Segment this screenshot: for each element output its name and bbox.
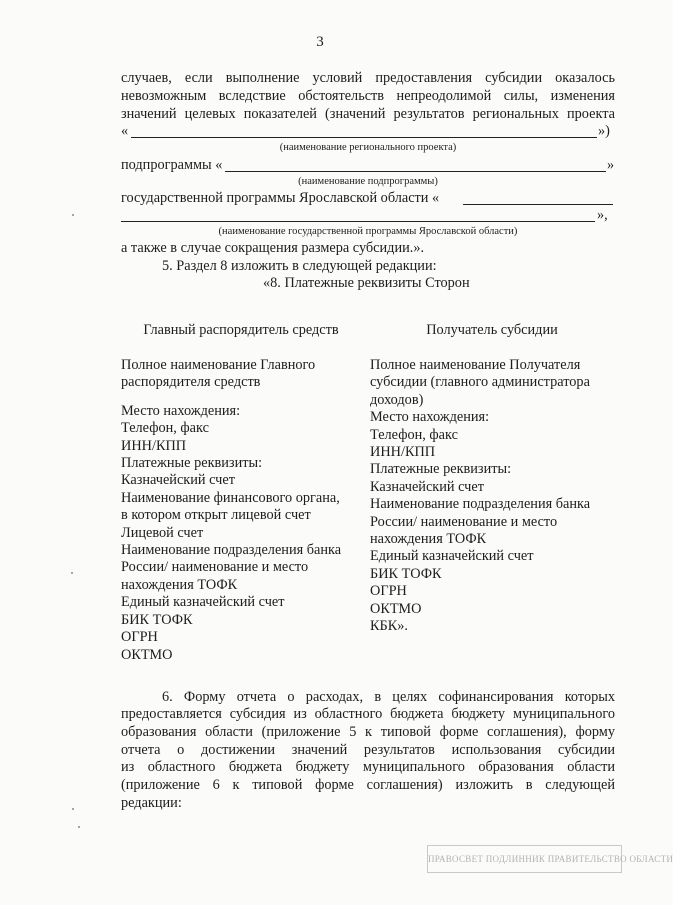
item5-text: 5. Раздел 8 изложить в следующей редакции: [162,258,437,274]
right-column-heading: Получатель субсидии [426,322,558,338]
intro-line-1: случаев, если выполнение условий предоставления субсидии оказалось [121,70,615,86]
left-line: Казначейский счет [121,472,235,489]
section-title: «8. Платежные реквизиты Сторон [263,275,470,291]
left-line: Лицевой счет [121,524,204,541]
close-quote-paren: ») [598,123,610,139]
left-column [121,357,341,664]
item6-line-4: отчета о достижении значений результатов использования субсидии [121,742,615,758]
left-line: ИНН/КПП [121,437,187,454]
scan-speck [72,808,74,810]
left-line: БИК ТОФК [121,611,193,628]
item6-line-1: 6. Форму отчета о расходах, в целях софинансирования которых [162,689,615,705]
right-line: КБК». [370,618,409,635]
left-line: Место нахождения: [121,402,241,419]
state-program-blank-1 [463,204,613,205]
right-line: БИК ТОФК [370,565,442,582]
left-line: в котором открыт лицевой счет [121,507,311,524]
subprogram-label: подпрограммы « [121,157,223,173]
left-line: Телефон, факс [121,420,209,437]
subprogram-blank [225,171,606,172]
open-quote: « [121,123,129,139]
intro-final-line: а также в случае сокращения размера субсидии.». [121,240,425,256]
right-line: Место нахождения: [370,409,490,426]
left-line: нахождения ТОФК [121,576,238,593]
scan-speck [78,826,80,828]
left-line: России/ наименование и место [121,559,309,576]
intro-line-3: значений целевых показателей (значений результатов региональных проекта [121,106,615,122]
scan-speck [72,214,74,216]
right-line: Единый казначейский счет [370,548,534,565]
item6-line-6: (приложение 6 к типовой форме соглашения) изложить в следующей [121,777,615,793]
left-line: Наименование финансового органа, [121,489,340,506]
right-line: ОКТМО [370,600,422,617]
project-blank [131,137,597,138]
right-line: Наименование подразделения банка [370,496,591,513]
close-quote-comma: », [597,207,608,223]
intro-line-2: невозможным вследствие обстоятельств непреодолимой силы, изменения [121,88,615,104]
item6-line-3: образования области (приложение 5 к типовой форме соглашения), форму [121,724,615,740]
right-line: Телефон, факс [370,426,458,443]
state-program-label: государственной программы Ярославской области « [121,190,440,206]
right-line: доходов) [370,391,424,408]
caption-subprogram: (наименование подпрограммы) [298,176,438,187]
right-line: нахождения ТОФК [370,531,487,548]
left-gap [121,392,341,403]
item6-line-2: предоставляется субсидия из областного бюджета бюджету муниципального [121,706,615,722]
right-line: ИНН/КПП [370,444,436,461]
left-line: Наименование подразделения банка [121,542,342,559]
scan-speck [71,572,73,574]
left-line: Единый казначейский счет [121,594,285,611]
approval-stamp: ПРАВОСВЕТ ПОДЛИННИК ПРАВИТЕЛЬСТВО ОБЛАСТИ [427,845,622,873]
left-column-heading: Главный распорядитель средств [143,322,339,338]
right-line: ОГРН [370,583,407,600]
caption-project: (наименование регионального проекта) [279,142,457,153]
left-line: Платежные реквизиты: [121,455,263,472]
left-line: ОКТМО [121,646,173,663]
caption-state-program: (наименование государственной программы Ярославской области) [218,226,518,237]
left-line: ОГРН [121,629,158,646]
right-line: Полное наименование Получателя [370,357,581,373]
right-line: субсидии (главного администратора [370,374,590,391]
right-line: Казначейский счет [370,478,484,495]
state-program-blank-2 [121,221,595,222]
item6-line-7: редакции: [121,795,182,811]
item6-line-5: из областного бюджета бюджету муниципального образования области [121,759,615,775]
subprogram-close: » [607,157,615,173]
right-line: России/ наименование и место [370,513,558,530]
left-line: распорядителя средств [121,374,261,391]
left-line: Полное наименование Главного [121,357,316,373]
page-number: 3 [316,34,324,50]
right-line: Платежные реквизиты: [370,461,512,478]
right-column [370,357,590,636]
